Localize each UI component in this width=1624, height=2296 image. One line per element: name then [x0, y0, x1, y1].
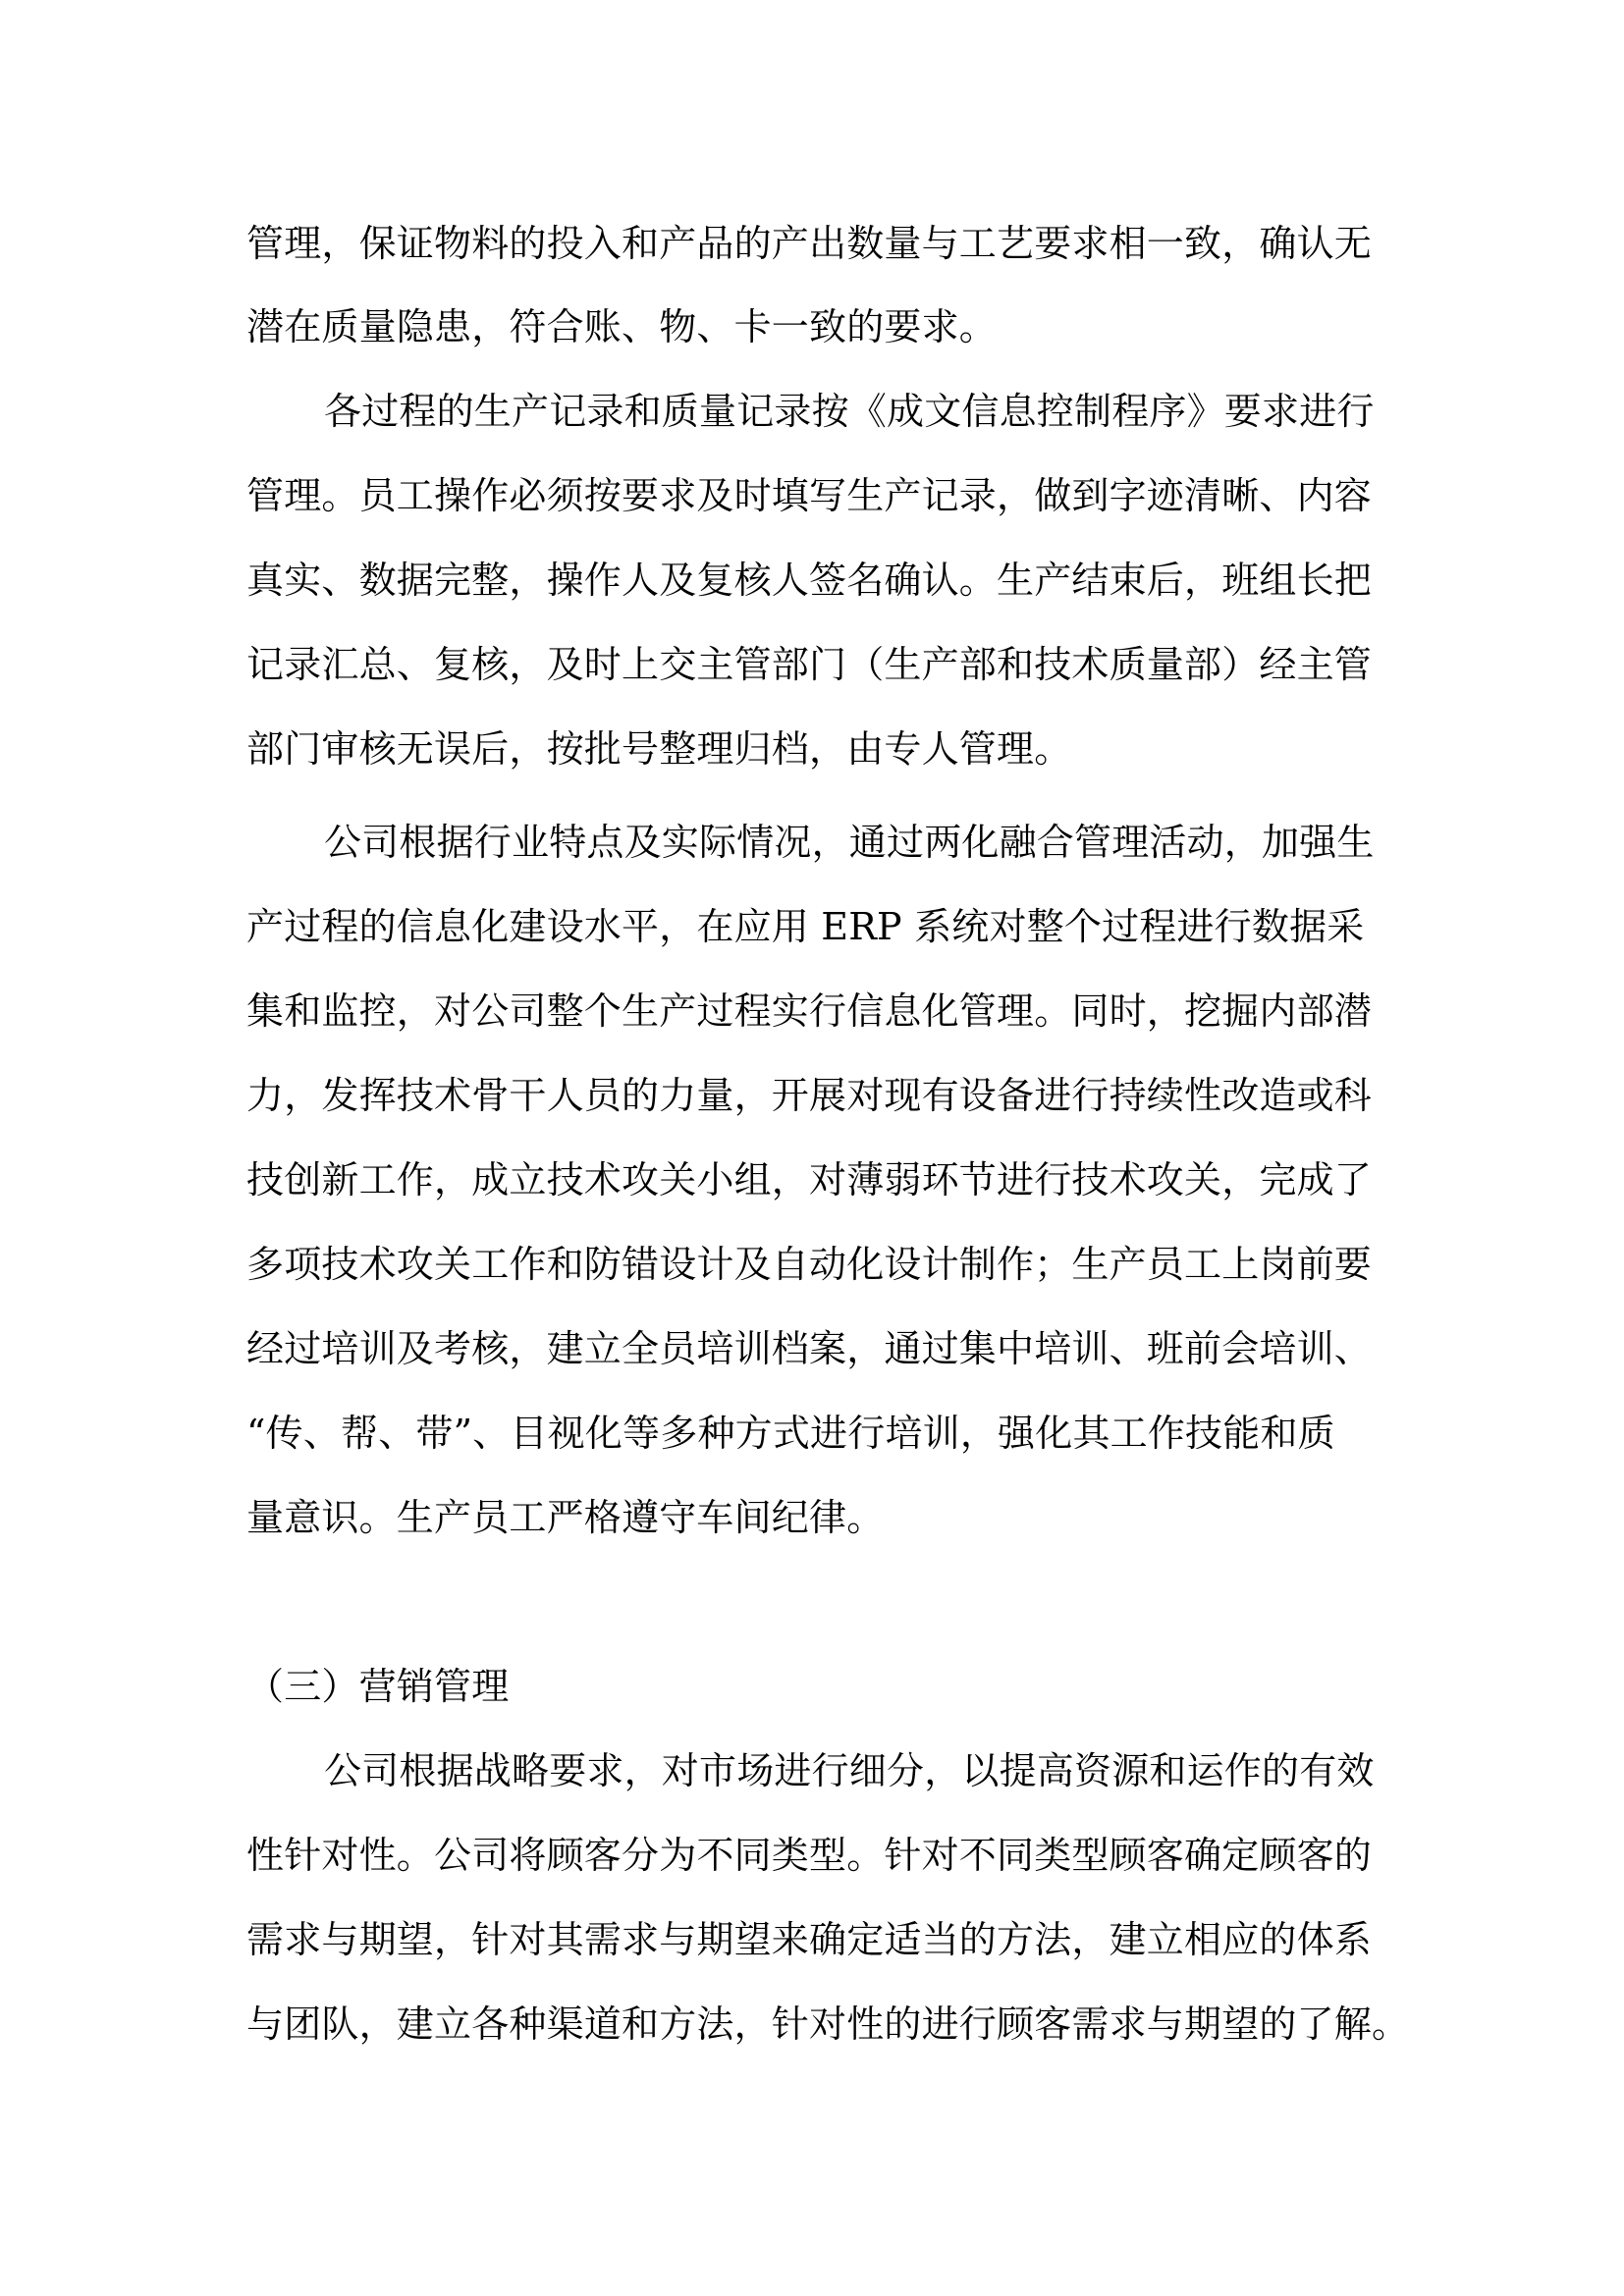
- paragraph-1-line-1: 管理，保证物料的投入和产品的产出数量与工艺要求相一致，确认无: [246, 222, 1373, 265]
- paragraph-3-line-3: 集和监控，对公司整个生产过程实行信息化管理。同时，挖掘内部潜: [246, 989, 1373, 1033]
- paragraph-4-line-3: 需求与期望，针对其需求与期望来确定适当的方法，建立相应的体系: [246, 1918, 1373, 1961]
- paragraph-4-line-2: 性针对性。公司将顾客分为不同类型。针对不同类型顾客确定顾客的: [246, 1834, 1373, 1877]
- paragraph-3-line-5: 技创新工作，成立技术攻关小组，对薄弱环节进行技术攻关，完成了: [246, 1158, 1373, 1201]
- paragraph-2-line-5: 部门审核无误后，按批号整理归档，由专人管理。: [246, 727, 1072, 771]
- paragraph-2-line-4: 记录汇总、复核，及时上交主管部门（生产部和技术质量部）经主管: [246, 643, 1373, 686]
- paragraph-4-line-4: 与团队，建立各种渠道和方法，针对性的进行顾客需求与期望的了解。: [246, 2002, 1410, 2046]
- paragraph-3-line-2: 产过程的信息化建设水平，在应用 ERP 系统对整个过程进行数据采: [246, 905, 1365, 948]
- paragraph-3-line-9: 量意识。生产员工严格遵守车间纪律。: [246, 1496, 885, 1539]
- paragraph-3-line-6: 多项技术攻关工作和防错设计及自动化设计制作；生产员工上岗前要: [246, 1243, 1373, 1286]
- paragraph-2-line-2: 管理。员工操作必须按要求及时填写生产记录，做到字迹清晰、内容: [246, 474, 1373, 517]
- paragraph-2-line-3: 真实、数据完整，操作人及复核人签名确认。生产结束后，班组长把: [246, 559, 1373, 602]
- paragraph-2-line-1: 各过程的生产记录和质量记录按《成文信息控制程序》要求进行: [324, 390, 1375, 433]
- paragraph-1-line-2: 潜在质量隐患，符合账、物、卡一致的要求。: [246, 305, 998, 348]
- paragraph-3-line-4: 力，发挥技术骨干人员的力量，开展对现有设备进行持续性改造或科: [246, 1074, 1373, 1117]
- paragraph-4-line-1: 公司根据战略要求，对市场进行细分，以提高资源和运作的有效: [324, 1749, 1375, 1792]
- paragraph-3-line-7: 经过培训及考核，建立全员培训档案，通过集中培训、班前会培训、: [246, 1327, 1373, 1370]
- paragraph-3-line-1: 公司根据行业特点及实际情况，通过两化融合管理活动，加强生: [324, 821, 1375, 864]
- paragraph-3-line-8: “传、帮、带”、目视化等多种方式进行培训，强化其工作技能和质: [246, 1412, 1335, 1455]
- section-heading: （三）营销管理: [246, 1665, 510, 1708]
